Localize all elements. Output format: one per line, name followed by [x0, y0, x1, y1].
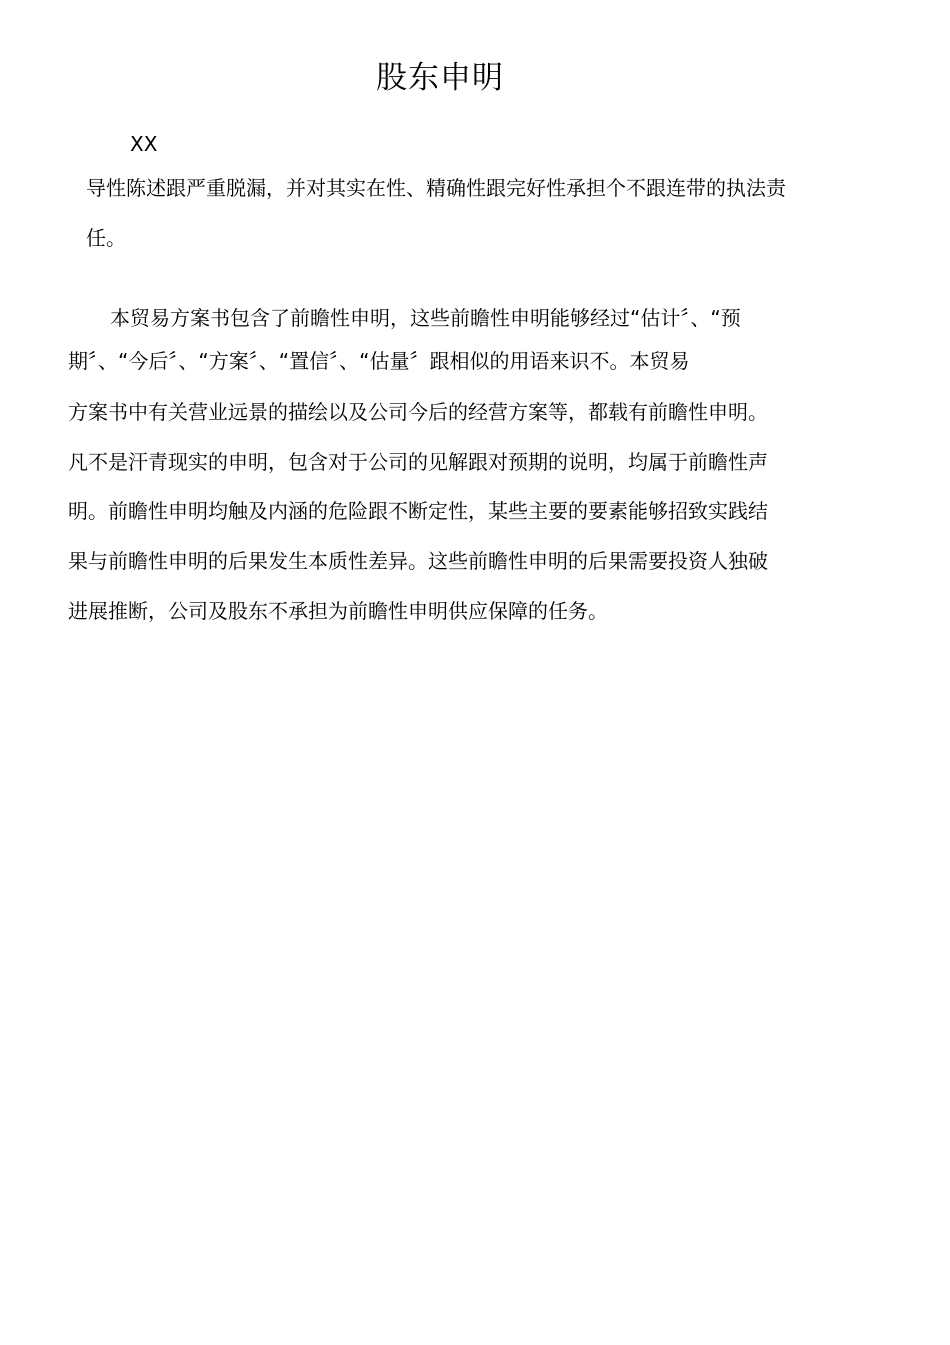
- paragraph-2-line-5: 明。前瞻性申明均触及内涵的危险跟不断定性，某些主要的要素能够招致实践结: [68, 499, 768, 523]
- paragraph-2-line-1: 本贸易方案书包含了前瞻性申明，这些前瞻性申明能够经过“估计〞、“预: [110, 306, 741, 330]
- paragraph-2-line-2: 期〞、“今后〞、“方案〞、“置信〞、“估量〞跟相似的用语来识不。本贸易: [68, 349, 690, 373]
- paragraph-2-line-6: 果与前瞻性申明的后果发生本质性差异。这些前瞻性申明的后果需要投资人独破: [68, 549, 768, 573]
- paragraph-2-line-3: 方案书中有关营业远景的描绘以及公司今后的经营方案等，都载有前瞻性申明。: [68, 400, 768, 424]
- paragraph-2-line-4: 凡不是汗青现实的申明，包含对于公司的见解跟对预期的说明，均属于前瞻性声: [68, 450, 768, 474]
- document-title: 股东申明: [376, 60, 504, 96]
- salutation: XX: [130, 132, 158, 156]
- paragraph-1-line-1: 导性陈述跟严重脱漏，并对其实在性、精确性跟完好性承担个不跟连带的执法责: [86, 176, 786, 200]
- paragraph-2-line-7: 进展推断，公司及股东不承担为前瞻性申明供应保障的任务。: [68, 599, 608, 623]
- paragraph-1-line-2: 任。: [86, 226, 126, 250]
